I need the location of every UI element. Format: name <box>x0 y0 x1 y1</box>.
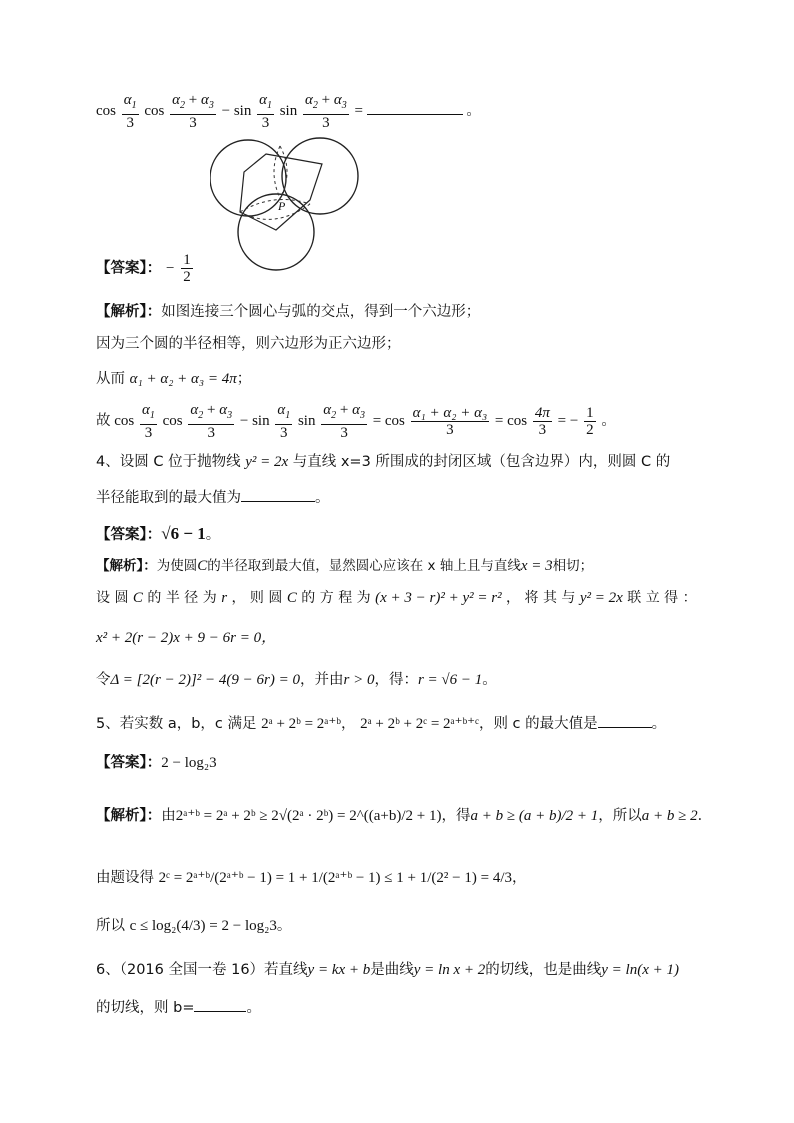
q5-analysis-2: 由题设得 2ᶜ = 2ᵃ⁺ᵇ/(2ᵃ⁺ᵇ − 1) = 1 + 1/(2ᵃ⁺ᵇ − 1) ≤ 1 + 1/(2² − 1) = 4/3， <box>96 870 527 886</box>
q4-analysis-1: 【解析】：为使圆C的半径取到最大值，显然圆心应该在 x 轴上且与直线x = 3相切； <box>96 558 594 574</box>
answer-label: 【答案】： <box>96 755 162 771</box>
fraction: $\frac{1}{2}$ <box>183 252 191 285</box>
fraction: $\frac{\alpha_2 + \alpha_3}{3}$ <box>304 92 347 131</box>
fraction: $\frac{4\pi}{3}$ <box>534 405 550 438</box>
sin-text: sin <box>233 102 252 119</box>
q3-answer: 【答案】： − $\frac{1}{2}$ <box>96 252 191 285</box>
q4-analysis-2: 设 圆 C 的 半 径 为 r ， 则 圆 C 的 方 程 为 (x + 3 − r)² + y² = r² ， 将 其 与 y² = 2x 联 立 得 ： <box>96 590 697 606</box>
analysis-label: 【解析】： <box>96 558 157 574</box>
q5-answer: 【答案】：2 − log₂3 <box>96 755 217 771</box>
q6-line-2: 的切线，则 b= 。 <box>96 1000 261 1016</box>
q3-formula-line: cos $\frac{\alpha_1}{3}$ cos $\frac{\alpha_2 + \alpha_3}{3}$ − sin $\frac{\alpha_1}{3}$ sin $\frac{\alpha_2 + \alpha_3}{3}$ = 。 <box>96 92 481 131</box>
fraction: $\frac{\alpha_1}{3}$ <box>259 92 272 131</box>
q4-analysis-3: x² + 2(r − 2)x + 9 − 6r = 0， <box>96 630 277 646</box>
point-p-label: P <box>278 199 286 213</box>
circle-right <box>282 138 358 214</box>
analysis-label: 【解析】： <box>96 808 162 824</box>
fraction: $\frac{\alpha_2 + \alpha_3}{3}$ <box>323 402 365 441</box>
answer-blank <box>367 102 463 115</box>
answer-blank <box>194 999 246 1012</box>
q3-analysis-1: 【解析】：如图连接三个圆心与弧的交点，得到一个六边形； <box>96 304 481 320</box>
cos-text: cos <box>96 102 116 119</box>
dashed-arc <box>274 146 280 198</box>
answer-label: 【答案】： <box>96 260 162 277</box>
fraction: $\frac{\alpha_1}{3}$ <box>123 92 137 131</box>
cos-text: cos <box>144 102 165 119</box>
circle-bottom <box>238 194 314 270</box>
answer-blank <box>598 715 652 728</box>
fraction: $\frac{\alpha_2 + \alpha_3}{3}$ <box>172 92 214 131</box>
fraction: $\frac{\text{α₁ + α₂ + α₃}}{3}$ <box>412 405 488 438</box>
sin-text: sin <box>279 102 298 119</box>
three-circles-figure <box>210 132 370 272</box>
q4-line-2: 半径能取到的最大值为 。 <box>96 490 330 506</box>
fraction: $\frac{\alpha_1}{3}$ <box>142 402 155 441</box>
q4-line-1: 4、设圆 C 位于抛物线 y² = 2x 与直线 x=3 所围成的封闭区域（包含边界）内，则圆 C 的 <box>96 454 671 470</box>
fraction: $\frac{1}{2}$ <box>586 405 594 438</box>
q5-line-1: 5、若实数 a，b，c 满足 2ᵃ + 2ᵇ = 2ᵃ⁺ᵇ， 2ᵃ + 2ᵇ + 2ᶜ = 2ᵃ⁺ᵇ⁺ᶜ，则 c 的最大值是 。 <box>96 716 667 732</box>
q3-analysis-4: 故 cos $\frac{\alpha_1}{3}$ cos $\frac{\alpha_2 + \alpha_3}{3}$ − sin $\frac{\alpha_1}{3}$ sin $\frac{\alpha_2 + \alpha_3}{3}$ = cos $\frac{\text{α₁ + α₂ + α₃}}{3}$ = cos $\frac{4\pi}{3}$ = − $\frac{1}{2}$ 。 <box>96 402 616 441</box>
q4-analysis-4: 令Δ = [2(r − 2)]² − 4(9 − 6r) = 0，并由r > 0，得：r = √6 − 1。 <box>96 672 497 688</box>
q6-line-1: 6、（2016 全国一卷 16）若直线y = kx + b是曲线y = ln x + 2的切线，也是曲线y = ln(x + 1) <box>96 962 679 978</box>
q3-analysis-3: 从而 α₁ + α₂ + α₃ = 4π； <box>96 371 252 387</box>
analysis-label: 【解析】： <box>96 304 162 320</box>
q4-answer: 【答案】：√6 − 1。 <box>96 524 221 543</box>
fraction: $\frac{\alpha_1}{3}$ <box>277 402 291 441</box>
q5-analysis-1: 【解析】：由2ᵃ⁺ᵇ = 2ᵃ + 2ᵇ ≥ 2√(2ᵃ · 2ᵇ) = 2^((a+b)/2 + 1)，得a + b ≥ (a + b)/2 + 1，所以a + b ≥ 2． <box>96 808 713 824</box>
q3-analysis-2: 因为三个圆的半径相等，则六边形为正六边形； <box>96 336 401 352</box>
q5-analysis-3: 所以 c ≤ log₂(4/3) = 2 − log₂3。 <box>96 918 292 934</box>
answer-label: 【答案】： <box>96 527 162 543</box>
fraction: $\frac{\alpha_2 + \alpha_3}{3}$ <box>190 402 233 441</box>
hexagon <box>240 154 322 230</box>
answer-blank <box>241 489 315 502</box>
